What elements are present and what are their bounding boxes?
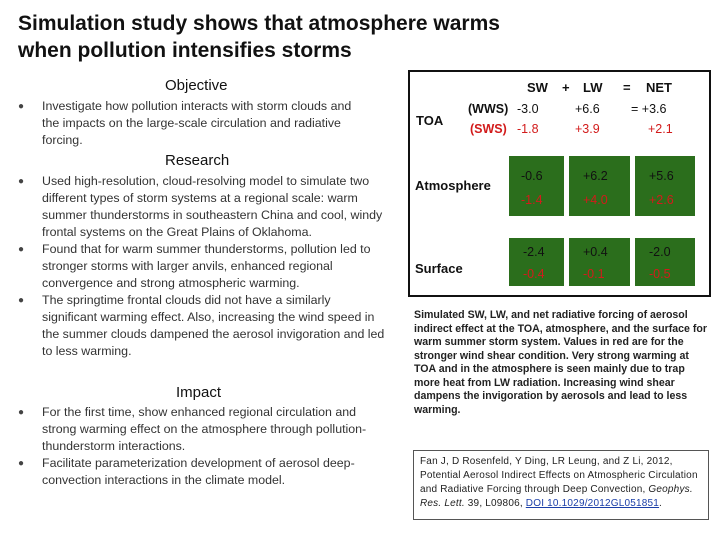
list-item: ● Facilitate parameterization development of aerosol deep-convection interactions in the climate model. — [18, 455, 380, 489]
toa-wws-net: = +3.6 — [631, 102, 667, 116]
atmos-sw-cell — [509, 156, 564, 216]
citation-box — [413, 450, 709, 520]
research-heading: Research — [165, 152, 230, 169]
atmos-sws-lw: +4.0 — [583, 193, 608, 207]
atmos-wws-lw: +6.2 — [583, 169, 608, 183]
list-item: ● The springtime frontal clouds did not have a similarly significant warming effect. Also, increasing the wind speed in the summer clouds dampened the aerosol invigoration and led to less warming. — [18, 292, 388, 360]
surface-label: Surface — [415, 261, 463, 276]
header-lw: LW — [583, 80, 603, 95]
atmos-wws-net: +5.6 — [649, 169, 674, 183]
atmos-lw-cell — [569, 156, 630, 216]
toa-sws-sw: -1.8 — [517, 122, 539, 136]
header-eq: = — [623, 80, 631, 95]
radiative-forcing-figure — [408, 70, 711, 297]
list-item: ● Used high-resolution, cloud-resolving model to simulate two different types of storm systems at a regional scale: warm summer thunderstorms in southeastern China and cool, windy frontal systems on the Great Plains of Oklahoma. — [18, 173, 388, 241]
toa-wws-lw: +6.6 — [575, 102, 600, 116]
surface-wws-lw: +0.4 — [583, 245, 608, 259]
doi-link[interactable]: DOI 10.1029/2012GL051851 — [525, 498, 660, 509]
surface-sws-net: -0.5 — [649, 267, 671, 281]
list-item: ● Investigate how pollution interacts with storm clouds and the impacts on the large-scale circulation and radiative forcing. — [18, 98, 370, 149]
objective-heading: Objective — [165, 77, 228, 94]
figure-caption: Simulated SW, LW, and net radiative forcing of aerosol indirect effect at the TOA, atmosphere, and the surface for warm summer storm system. Values in red are for the stronger wind shear condition. Very strong warming at TOA and in the atmosphere is seen mainly due to trap more heat from LW radiation. Increasing wind shear dampens the invigoration by aerosols and lead to less warming. — [414, 309, 707, 416]
page-title: Simulation study shows that atmosphere warms when pollution intensifies storms — [18, 12, 500, 62]
toa-label: TOA — [416, 113, 444, 128]
surface-wws-sw: -2.4 — [523, 245, 545, 259]
header-net: NET — [646, 80, 672, 95]
research-list — [18, 173, 388, 360]
list-item: ● For the first time, show enhanced regional circulation and strong warming effect on the atmosphere through pollution-thunderstorm interactions. — [18, 404, 380, 455]
impact-heading: Impact — [176, 384, 222, 401]
toa-wws-sw: -3.0 — [517, 102, 539, 116]
toa-sws-net: +2.1 — [648, 122, 673, 136]
atmos-wws-sw: -0.6 — [521, 169, 543, 183]
citation-end: . — [659, 498, 663, 509]
citation-journal: Geophys. Res. Lett. — [420, 484, 693, 509]
objective-list — [18, 98, 370, 149]
citation-details: 39, L09806, — [464, 498, 526, 509]
toa-wws-tag: (WWS) — [468, 102, 509, 116]
surface-sws-lw: -0.1 — [583, 267, 605, 281]
atmos-sws-sw: -1.4 — [521, 193, 543, 207]
list-item: ● Found that for warm summer thunderstorms, pollution led to stronger storms with larger anvils, enhanced regional convergence and strong atmospheric warming. — [18, 241, 388, 292]
toa-sws-lw: +3.9 — [575, 122, 600, 136]
atmos-net-cell — [635, 156, 695, 216]
surface-sws-sw: -0.4 — [523, 267, 545, 281]
atmosphere-label: Atmosphere — [415, 178, 491, 193]
atmos-sws-net: +2.6 — [649, 193, 674, 207]
header-plus: + — [562, 80, 570, 95]
toa-sws-tag: (SWS) — [470, 122, 507, 136]
surface-wws-net: -2.0 — [649, 245, 671, 259]
impact-list — [18, 404, 380, 489]
header-sw: SW — [527, 80, 548, 95]
citation-text: Fan J, D Rosenfeld, Y Ding, LR Leung, and Z Li, 2012, Potential Aerosol Indirect Effects on Atmospheric Circulation and Radiative Forcing through Deep Convection, — [420, 456, 698, 495]
